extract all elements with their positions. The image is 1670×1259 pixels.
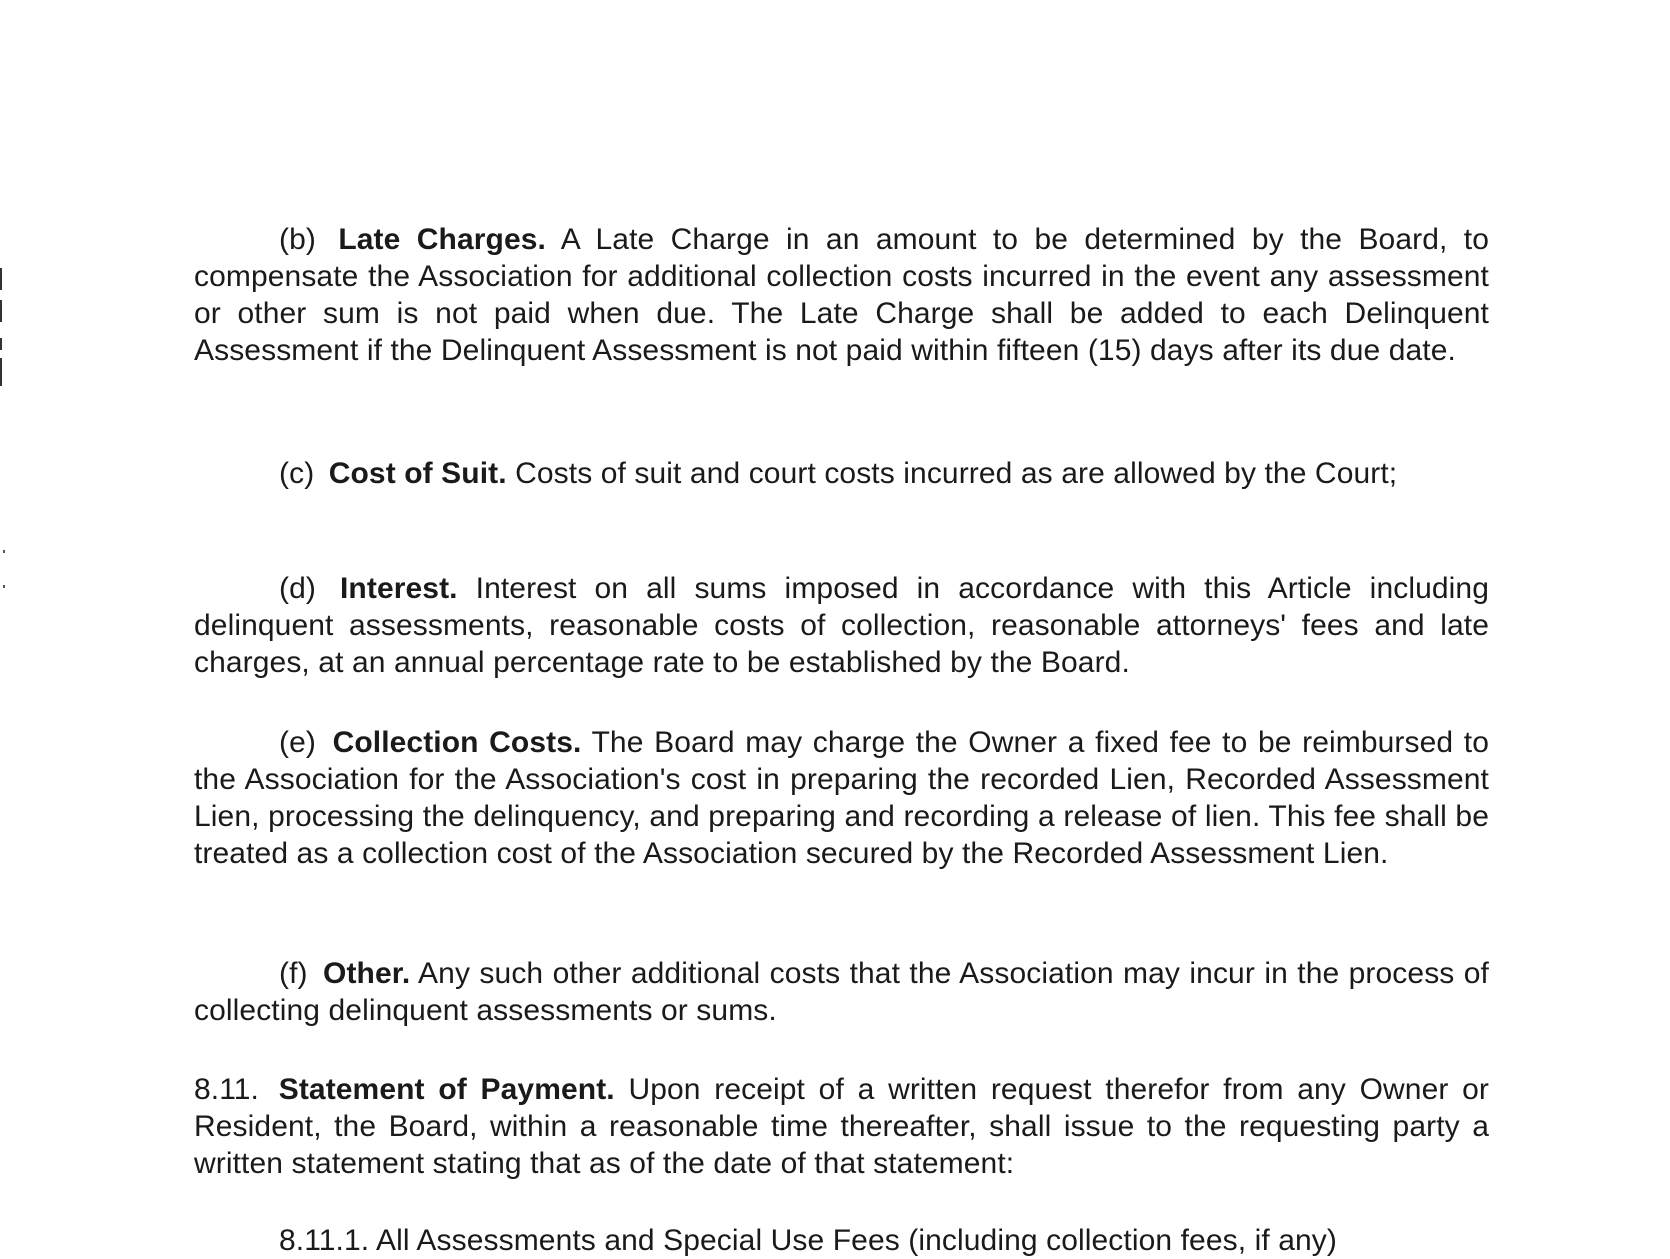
paragraph-interest bbox=[194, 570, 1489, 681]
revision-bar bbox=[0, 300, 2, 322]
revision-bar bbox=[0, 338, 2, 350]
section-number: 8.11. bbox=[194, 1073, 259, 1106]
paragraph-label: (f) bbox=[279, 957, 308, 990]
paragraph-text: A Late Charge in an amount to be determined by the Board, to compensate the Association for additional collection costs incurred in the event any assessment or other sum is not paid when due. The Late Charge shall be added to each Delinquent Assessment if the Delinquent Assessment is not paid within fifteen (15) days after its due date. bbox=[194, 223, 1490, 367]
paragraph-label: (e) bbox=[279, 726, 316, 759]
paragraph-heading: Cost of Suit. bbox=[328, 457, 507, 490]
paragraph-heading: Other. bbox=[323, 957, 411, 990]
paragraph-heading: Interest. bbox=[340, 572, 458, 605]
section-heading: Statement of Payment. bbox=[278, 1073, 615, 1106]
paragraph-label: (c) bbox=[279, 457, 315, 490]
subsection-8-11-1 bbox=[194, 1222, 1489, 1259]
paragraph-text: Costs of suit and court costs incurred as are allowed by the Court; bbox=[515, 457, 1398, 490]
paragraph-text: Any such other additional costs that the Association may incur in the process of collecting delinquent assessments or sums. bbox=[194, 957, 1489, 1027]
margin-mark bbox=[3, 585, 5, 588]
paragraph-collection-costs bbox=[194, 724, 1489, 872]
revision-bar bbox=[0, 358, 2, 386]
margin-mark bbox=[3, 550, 5, 553]
paragraph-label: (d) bbox=[279, 572, 316, 605]
subsection-text: 8.11.1. All Assessments and Special Use Fees (including collection fees, if any) bbox=[279, 1224, 1337, 1257]
paragraph-text: The Board may charge the Owner a fixed fee to be reimbursed to the Association for the Association's cost in preparing the recorded Lien, Recorded Assessment Lien, processing the delinquency, and preparing and recording a release of lien. This fee shall be treated as a collection cost of the Association secured by the Recorded Assessment Lien. bbox=[194, 726, 1489, 870]
section-statement-of-payment bbox=[194, 1071, 1489, 1182]
paragraph-cost-of-suit bbox=[194, 455, 1489, 492]
paragraph-label: (b) bbox=[279, 223, 316, 256]
section-text: Upon receipt of a written request therefor from any Owner or Resident, the Board, within a reasonable time thereafter, shall issue to the requesting party a written statement stating that as of the date of that statement: bbox=[194, 1073, 1490, 1180]
revision-bar bbox=[0, 268, 2, 290]
paragraph-other bbox=[194, 955, 1489, 1029]
paragraph-heading: Collection Costs. bbox=[332, 726, 582, 759]
paragraph-heading: Late Charges. bbox=[338, 223, 546, 256]
paragraph-late-charges bbox=[194, 221, 1489, 369]
paragraph-text: Interest on all sums imposed in accordance with this Article including delinquent assessments, reasonable costs of collection, reasonable attorneys' fees and late charges, at an annual percentage rate to be established by the Board. bbox=[194, 572, 1489, 679]
